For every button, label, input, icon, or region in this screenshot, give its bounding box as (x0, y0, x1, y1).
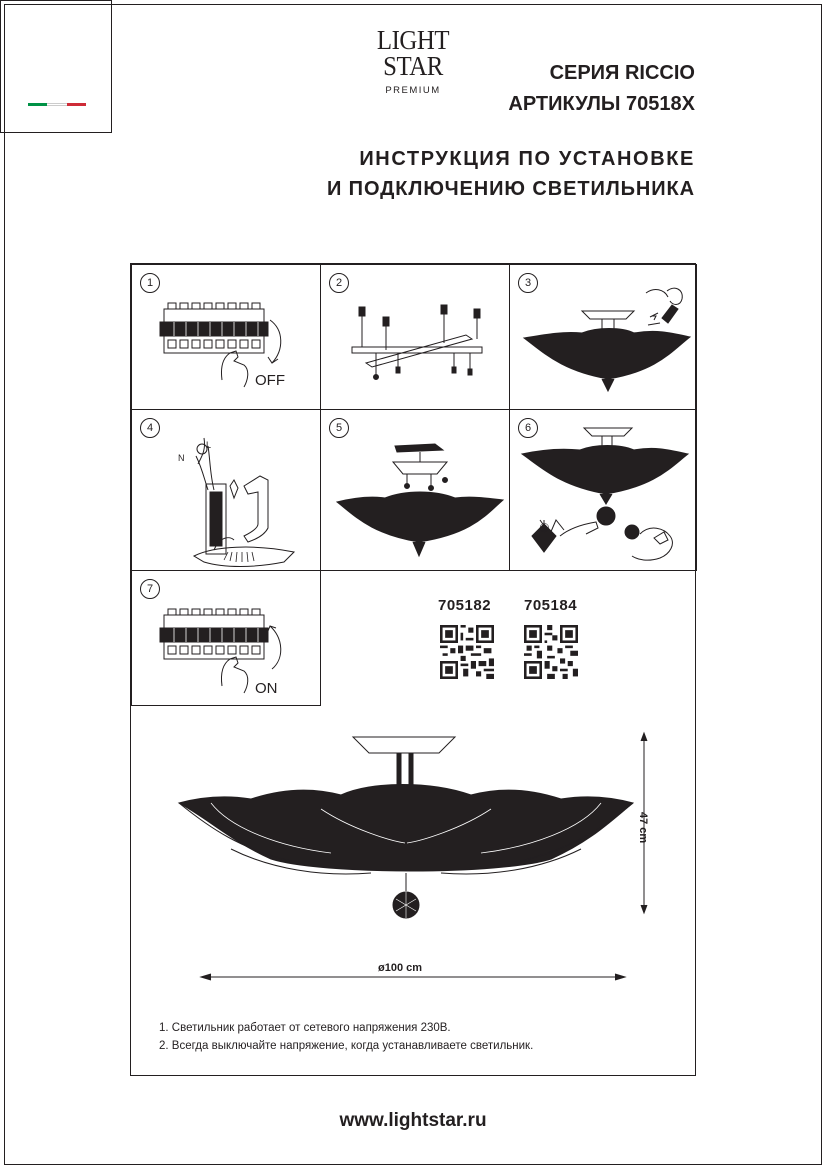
qr-code-icon[interactable] (440, 625, 494, 679)
note-voltage: 1. Светильник работает от сетевого напряжения 230В. (159, 1022, 451, 1034)
italian-flag-icon (28, 103, 86, 106)
instruction-title-line2: И ПОДКЛЮЧЕНИЮ СВЕТИЛЬНИКА (326, 178, 695, 200)
website-link[interactable]: www.lightstar.ru (339, 1110, 487, 1131)
diameter-dimension: ø100 cm (378, 962, 423, 974)
wiring-terminal-icon (174, 428, 319, 568)
step-7-label: ON (255, 680, 278, 697)
bulb-install-icon (522, 283, 694, 403)
fixture-dimension-drawing (171, 729, 661, 989)
instruction-title-line1: ИНСТРУКЦИЯ ПО УСТАНОВКЕ (359, 148, 695, 170)
step-number: 7 (140, 579, 160, 599)
step-number: 3 (518, 273, 538, 293)
mounting-bracket-icon (346, 295, 491, 390)
logo-word-light: LIGHT (376, 25, 450, 55)
step-4-panel (131, 409, 321, 571)
step-3-panel (509, 264, 697, 410)
logo-word-premium: PREMIUM (385, 85, 441, 96)
step-6-panel (509, 409, 697, 571)
step-1-panel (131, 264, 321, 410)
step-5-panel (320, 409, 510, 571)
step-number: 4 (140, 418, 160, 438)
step-7-panel (131, 570, 321, 706)
series-title: СЕРИЯ RICCIO (549, 62, 695, 84)
brand-logo (0, 0, 450, 133)
neutral-wire-label: N (178, 453, 185, 463)
height-dimension: 47 cm (637, 812, 649, 844)
instruction-frame (130, 263, 696, 1076)
step-number: 5 (329, 418, 349, 438)
step-1-label: OFF (255, 372, 285, 389)
step-number: 6 (518, 418, 538, 438)
note-safety: 2. Всегда выключайте напряжение, когда устанавливаете светильник. (159, 1040, 534, 1052)
live-wire-label: L (206, 440, 212, 450)
step-number: 1 (140, 273, 160, 293)
crystal-pendant-icon (520, 424, 695, 569)
product-code-705184: 705184 (524, 597, 578, 614)
detail-marker: ② (539, 521, 550, 535)
qr-code-icon[interactable] (524, 625, 578, 679)
product-code-705182: 705182 (438, 597, 492, 614)
step-number: 2 (329, 273, 349, 293)
fixture-mount-icon (335, 438, 505, 558)
step-2-panel (320, 264, 510, 410)
logo-word-star: STAR (383, 51, 443, 81)
article-numbers: АРТИКУЛЫ 70518X (508, 93, 695, 115)
